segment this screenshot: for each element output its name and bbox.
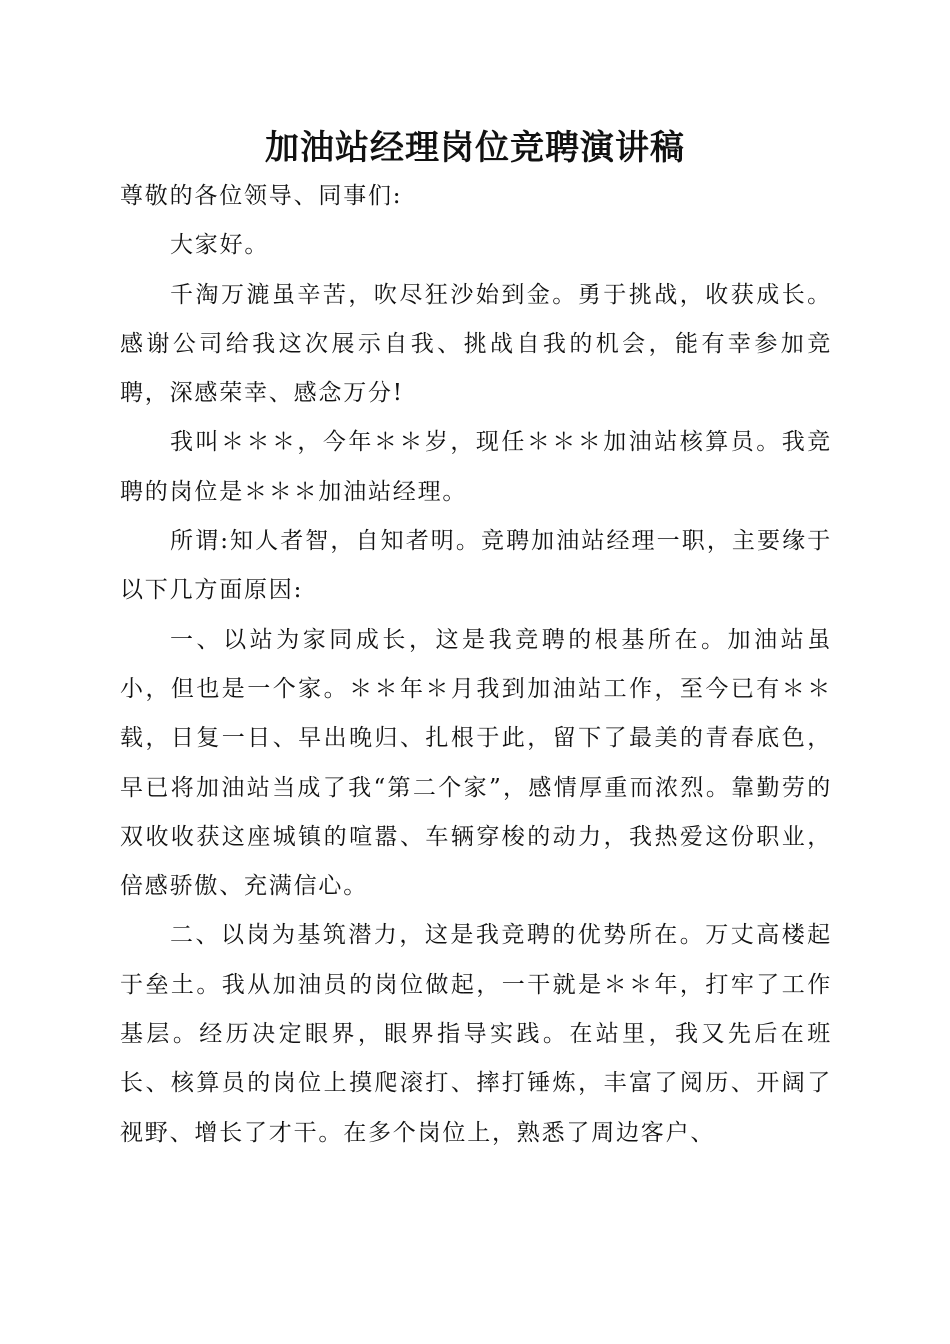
paragraph-introduction: 我叫＊＊＊，今年＊＊岁，现任＊＊＊加油站核算员。我竞聘的岗位是＊＊＊加油站经理。 [120,429,832,505]
paragraph-greeting: 大家好。 [170,232,270,259]
paragraph-reason-two: 二、以岗为基筑潜力，这是我竞聘的优势所在。万丈高楼起于垒土。我从加油员的岗位做起，一干就是＊＊年，打牢了工作基层。经历决定眼界，眼界指导实践。在站里，我又先后在班长、核算员的岗位上摸爬滚打、摔打锤炼，丰富了阅历、开阔了视野、增长了才干。在多个岗位上，熟悉了周边客户、 [120,922,832,1146]
document-title: 加油站经理岗位竞聘演讲稿 [265,128,685,168]
paragraph-opening: 千淘万漉虽辛苦，吹尽狂沙始到金。勇于挑战，收获成长。感谢公司给我这次展示自我、挑战自我的机会，能有幸参加竞聘，深感荣幸、感念万分! [120,281,832,407]
document-body [120,172,832,1158]
paragraph-reasons: 所谓:知人者智，自知者明。竞聘加油站经理一职，主要缘于以下几方面原因: [120,528,832,604]
salutation: 尊敬的各位领导、同事们: [120,183,403,209]
paragraph-reason-one: 一、以站为家同成长，这是我竞聘的根基所在。加油站虽小，但也是一个家。＊＊年＊月我到加油站工作，至今已有＊＊载，日复一日、早出晚归、扎根于此，留下了最美的青春底色，早已将加油站当成了我“第二个家”，感情厚重而浓烈。靠勤劳的双收收获这座城镇的喧嚣、车辆穿梭的动力，我热爱这份职业，倍感骄傲、充满信心。 [120,626,832,900]
